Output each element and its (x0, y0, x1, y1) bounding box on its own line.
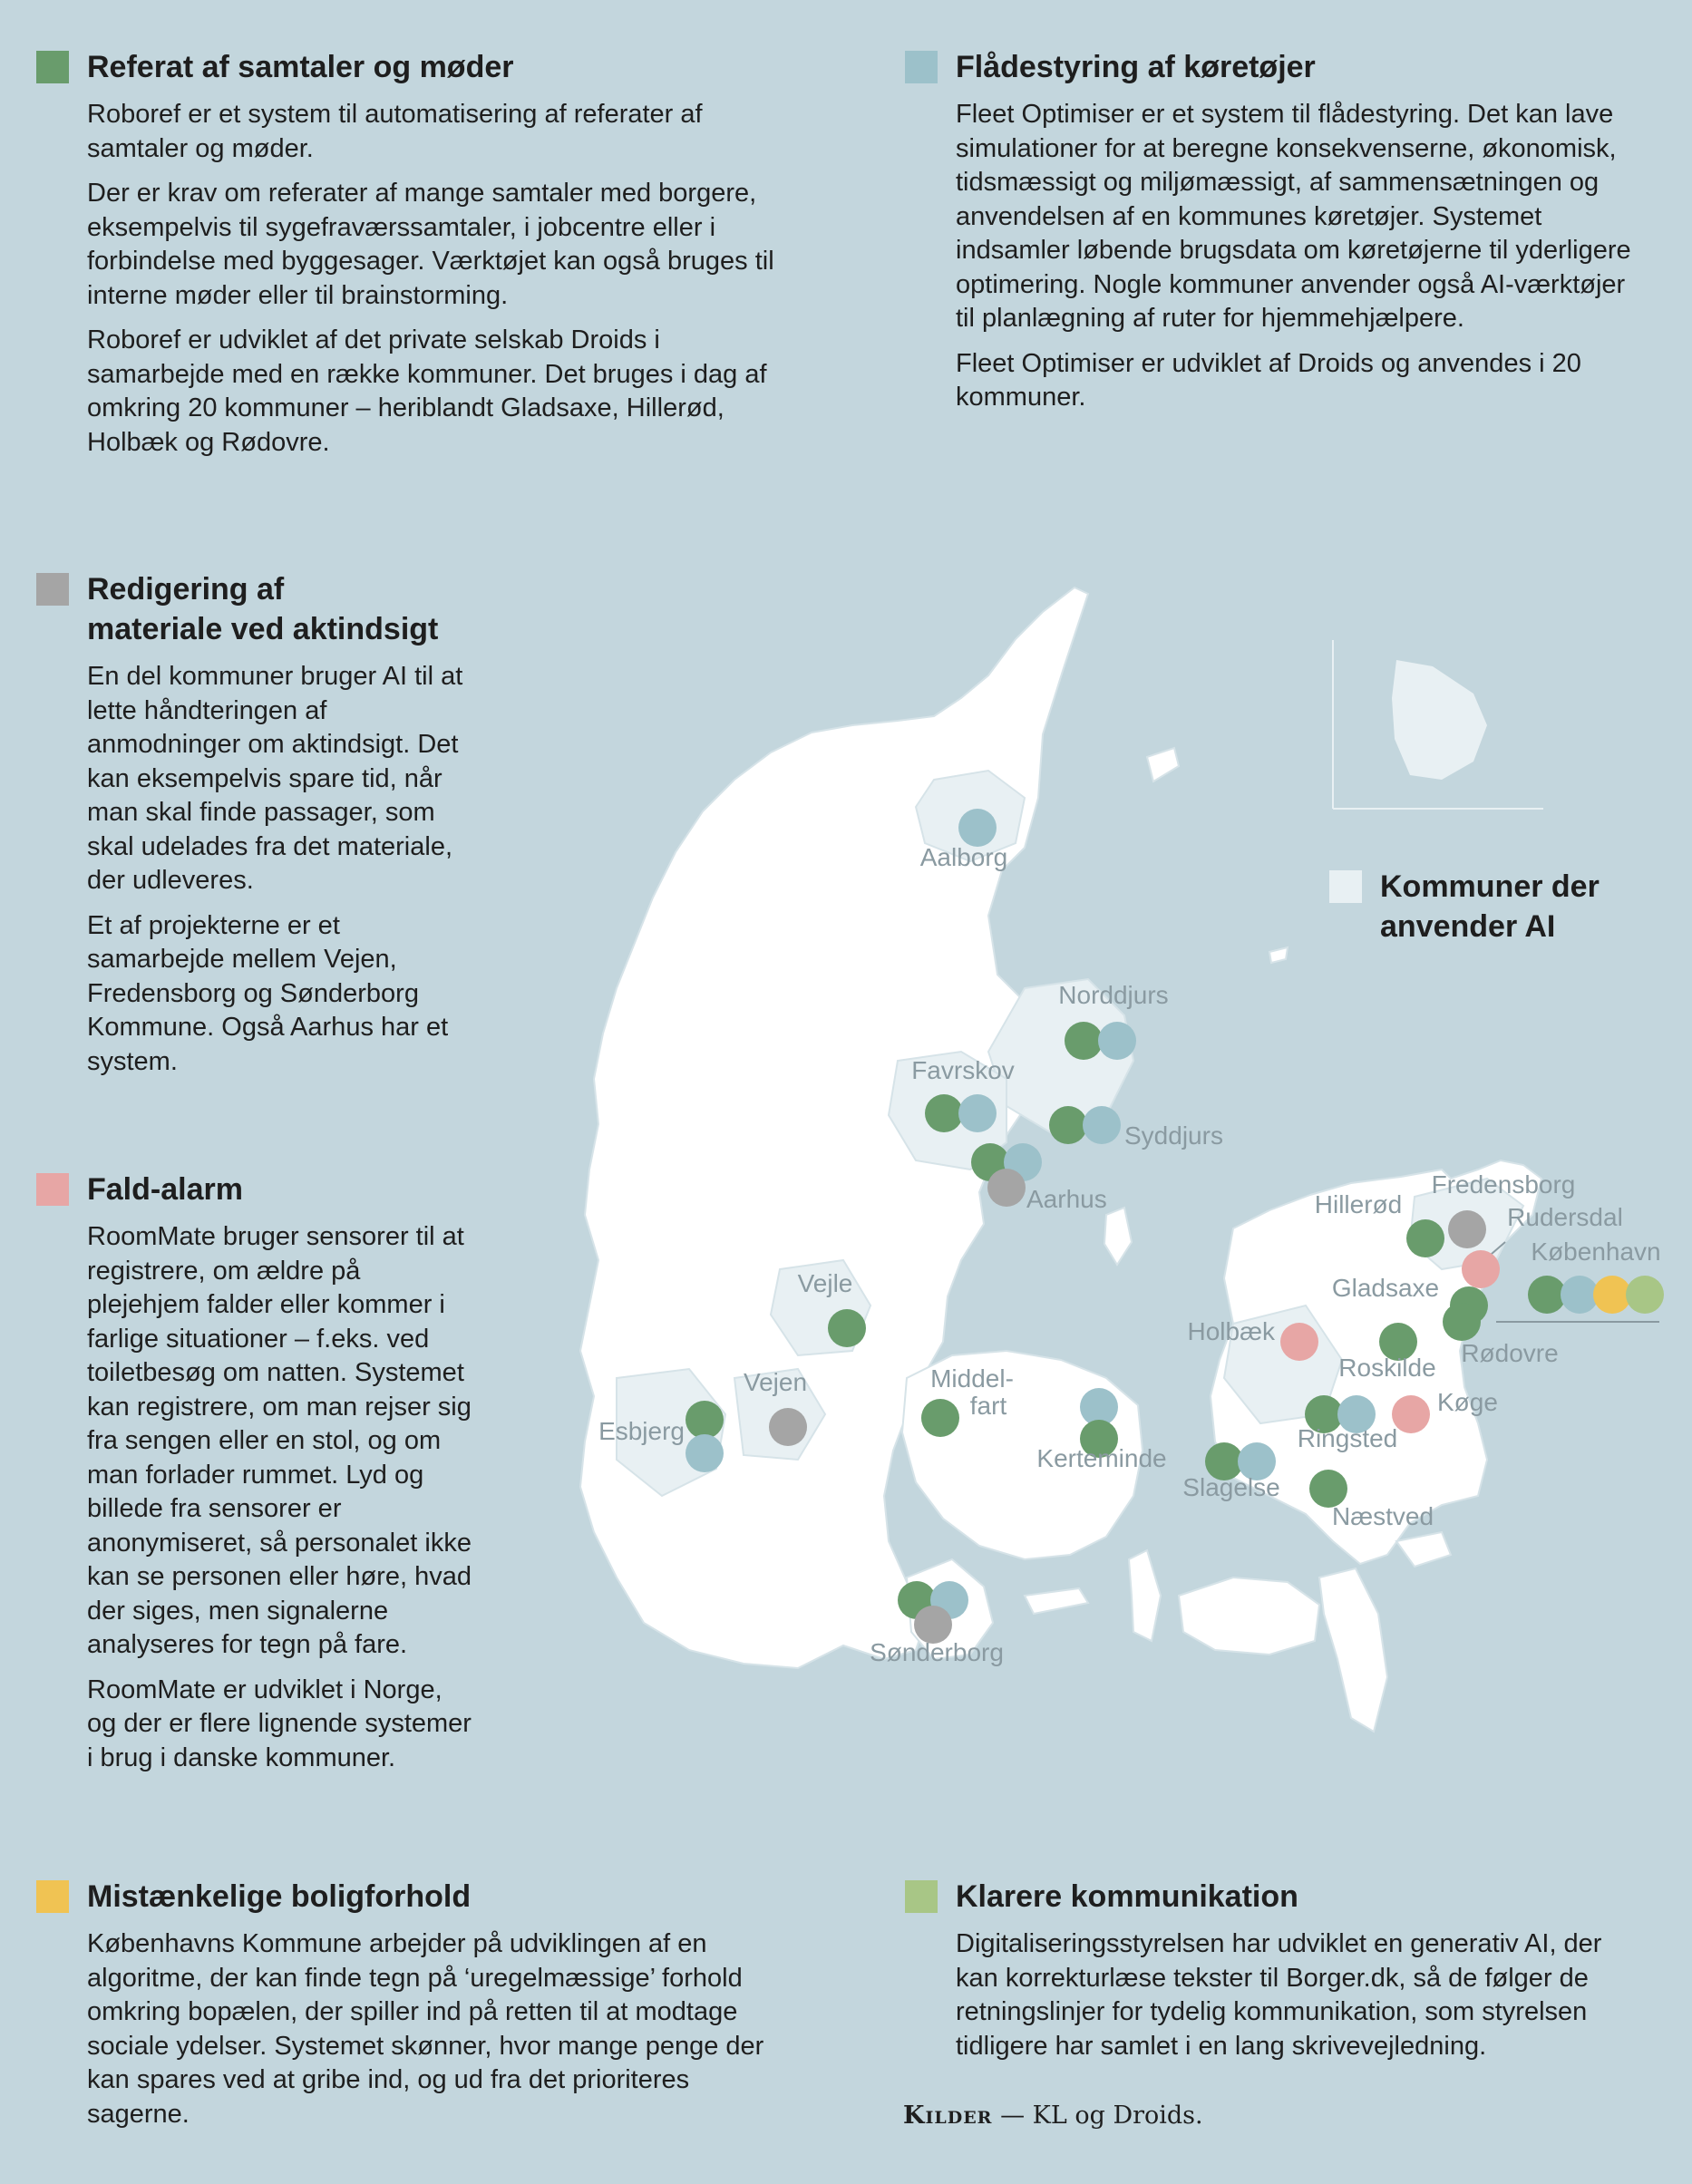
langeland-island (1129, 1550, 1161, 1641)
referat-paragraph: Der er krav om referater af mange samtaler med borgere, eksempelvis til sygefraværssamtaler, i jobcentre eller i forbindelse med byggesager. Værktøjet kan også bruges til interne møder eller til brainstorming. (87, 179, 774, 310)
marker-flade (1083, 1106, 1121, 1144)
samso-island (1104, 1208, 1132, 1265)
fald-paragraph: RoomMate bruger sensorer til at registrere, om ældre på plejehjem falder eller kommer i farlige situationer – f.eks. ved toiletbesøg om natten. Systemet kan registrere, om man rejser sig fra sengen eller en stol, og om man forlader rummet. Lyd og billede fra sensorer er anonymiseret, så personalet ikke kan se personen eller høre, hvad der siges, men signalerne analyseres for tegn på fare. (87, 1222, 472, 1659)
map-legend (1329, 867, 1652, 946)
city-label: Roskilde (1338, 1354, 1436, 1382)
city-label: Esbjerg (598, 1417, 685, 1445)
legend-line2: anvender AI (1380, 909, 1556, 944)
aktindsigt-title-line1: Redigering af (87, 572, 285, 607)
city-label: Aalborg (919, 843, 1008, 871)
marker-flade (958, 809, 997, 847)
kommunikation-paragraph: Digitaliseringsstyrelsen har udviklet en generativ AI, der kan korrekturlæse tekster til Borger.dk, så de følger de retningslinjer for tydelig kommunikation, som styrelsen tidligere har samlet i en lang skrivevejledning. (956, 1929, 1602, 2061)
bornholm-island (1392, 660, 1487, 780)
city-label: Kerteminde (1036, 1444, 1167, 1472)
city-label: Syddjurs (1124, 1121, 1223, 1150)
city-label: Aarhus (1026, 1185, 1107, 1213)
city-label: Fredensborg (1431, 1170, 1576, 1199)
referat-paragraph: Roboref er et system til automatisering af referater af samtaler og møder. (87, 100, 703, 163)
referat-title: Referat af samtaler og møder (87, 50, 514, 84)
referat-paragraph: Roboref er udviklet af det private selskab Droids i samarbejde med en række kommuner. Det bruges i dag af omkring 20 kommuner – heriblandt Gladsaxe, Hillerød, Holbæk og Rødovre. (87, 325, 767, 457)
legend-line1: Kommuner der (1380, 869, 1600, 904)
marker-referat (1528, 1276, 1566, 1314)
sources-text: — KL og Droids. (1000, 2101, 1203, 2130)
city-label: Hillerød (1314, 1190, 1403, 1218)
land-layer (580, 587, 1541, 1732)
city-label: Gladsaxe (1331, 1274, 1440, 1302)
bornholm-inset (1333, 640, 1543, 809)
marker-referat (1406, 1219, 1444, 1257)
marker-bolig (1593, 1276, 1631, 1314)
city-label: Holbæk (1187, 1317, 1275, 1345)
fald-paragraph: RoomMate er udviklet i Norge, og der er flere lignende systemer i brug i danske kommuner. (87, 1674, 472, 1772)
fald-title: Fald-alarm (87, 1172, 243, 1207)
city-label: Favrskov (911, 1056, 1015, 1084)
city-label: Norddjurs (1058, 981, 1169, 1009)
aktindsigt-paragraph: Et af projekterne er et samarbejde mellem Vejen, Fredensborg og Sønderborg Kommune. Også Aarhus har et system. (87, 910, 449, 1076)
flade-title: Flådestyring af køretøjer (956, 50, 1316, 84)
city-label: Vejen (743, 1368, 808, 1396)
bolig-paragraph: Københavns Kommune arbejder på udviklingen af en algoritme, der kan finde tegn på ‘uregelmæssige’ forhold omkring bopælen, der spiller ind på retten til at modtage sociale ydelser. Systemet skønner, hvor mange penge der kan spares ved at gribe ind, og ud fra det prioriteres sagerne. (87, 1929, 764, 2129)
city-label: Rødovre (1461, 1339, 1559, 1367)
marker-fald (1280, 1323, 1318, 1361)
city-label: Næstved (1331, 1502, 1434, 1530)
marker-flade (686, 1434, 724, 1472)
kommunikation-title: Klarere kommunikation (956, 1879, 1298, 1914)
marker-kommunikation (1626, 1276, 1664, 1314)
marker-aktindsigt (987, 1169, 1026, 1207)
city-label: Rudersdal (1507, 1203, 1623, 1231)
laeso-island (1147, 748, 1179, 781)
city-label: Middel- (930, 1364, 1014, 1393)
marker-flade (958, 1094, 997, 1132)
marker-fald (1392, 1395, 1430, 1433)
city-label: Vejle (797, 1269, 853, 1297)
marker-referat (828, 1309, 866, 1347)
anholt-island (1269, 947, 1288, 963)
marker-flade (1098, 1022, 1136, 1060)
city-label-line2: fart (969, 1392, 1007, 1420)
marker-fald (1462, 1250, 1500, 1288)
marker-referat (1049, 1106, 1087, 1144)
city-label: København (1531, 1238, 1661, 1266)
mon-island (1396, 1532, 1451, 1567)
city-syddjurs (1049, 1106, 1223, 1150)
marker-referat (1443, 1303, 1481, 1341)
marker-aktindsigt (769, 1408, 807, 1446)
legend-swatch (1329, 870, 1362, 903)
marker-referat (925, 1094, 963, 1132)
lolland-island (1179, 1577, 1319, 1655)
marker-aktindsigt (1448, 1210, 1486, 1248)
flade-paragraph: Fleet Optimiser er udviklet af Droids og anvendes i 20 kommuner. (956, 348, 1581, 412)
city-kobenhavn (1528, 1238, 1664, 1314)
city-label: Slagelse (1182, 1473, 1280, 1501)
city-aarhus (971, 1143, 1107, 1213)
aero-island (1025, 1588, 1088, 1614)
marker-referat (1065, 1022, 1103, 1060)
city-label: Køge (1437, 1388, 1498, 1416)
aktindsigt-title-line2: materiale ved aktindsigt (87, 612, 439, 646)
falster-island (1319, 1568, 1387, 1732)
legend-label (1380, 867, 1652, 946)
marker-flade (1561, 1276, 1599, 1314)
sources-kicker: Kilder (903, 2101, 993, 2130)
city-slagelse (1182, 1442, 1279, 1501)
aktindsigt-paragraph: En del kommuner bruger AI til at lette håndteringen af anmodninger om aktindsigt. Det kan eksempelvis spare tid, når man skal finde passager, som skal udelades fra det materiale, der udleveres. (87, 662, 463, 895)
flade-paragraph: Fleet Optimiser er et system til flådestyring. Det kan lave simulationer for at beregne konsekvenserne, økonomisk, tidsmæssigt og miljømæssigt, af sammensætningen og anvendelsen af en kommunes køretøjer. Systemet indsamler løbende brugsdata om køretøjerne til yderligere optimering. Nogle kommuner anvender også AI-værktøjer til planlægning af ruter for hjemmehjælpere. (956, 100, 1631, 333)
bolig-title: Mistænkelige boligforhold (87, 1879, 472, 1914)
marker-referat (686, 1401, 724, 1439)
city-label: Sønderborg (870, 1638, 1004, 1666)
marker-referat (921, 1399, 959, 1437)
city-label: Ringsted (1297, 1424, 1398, 1452)
